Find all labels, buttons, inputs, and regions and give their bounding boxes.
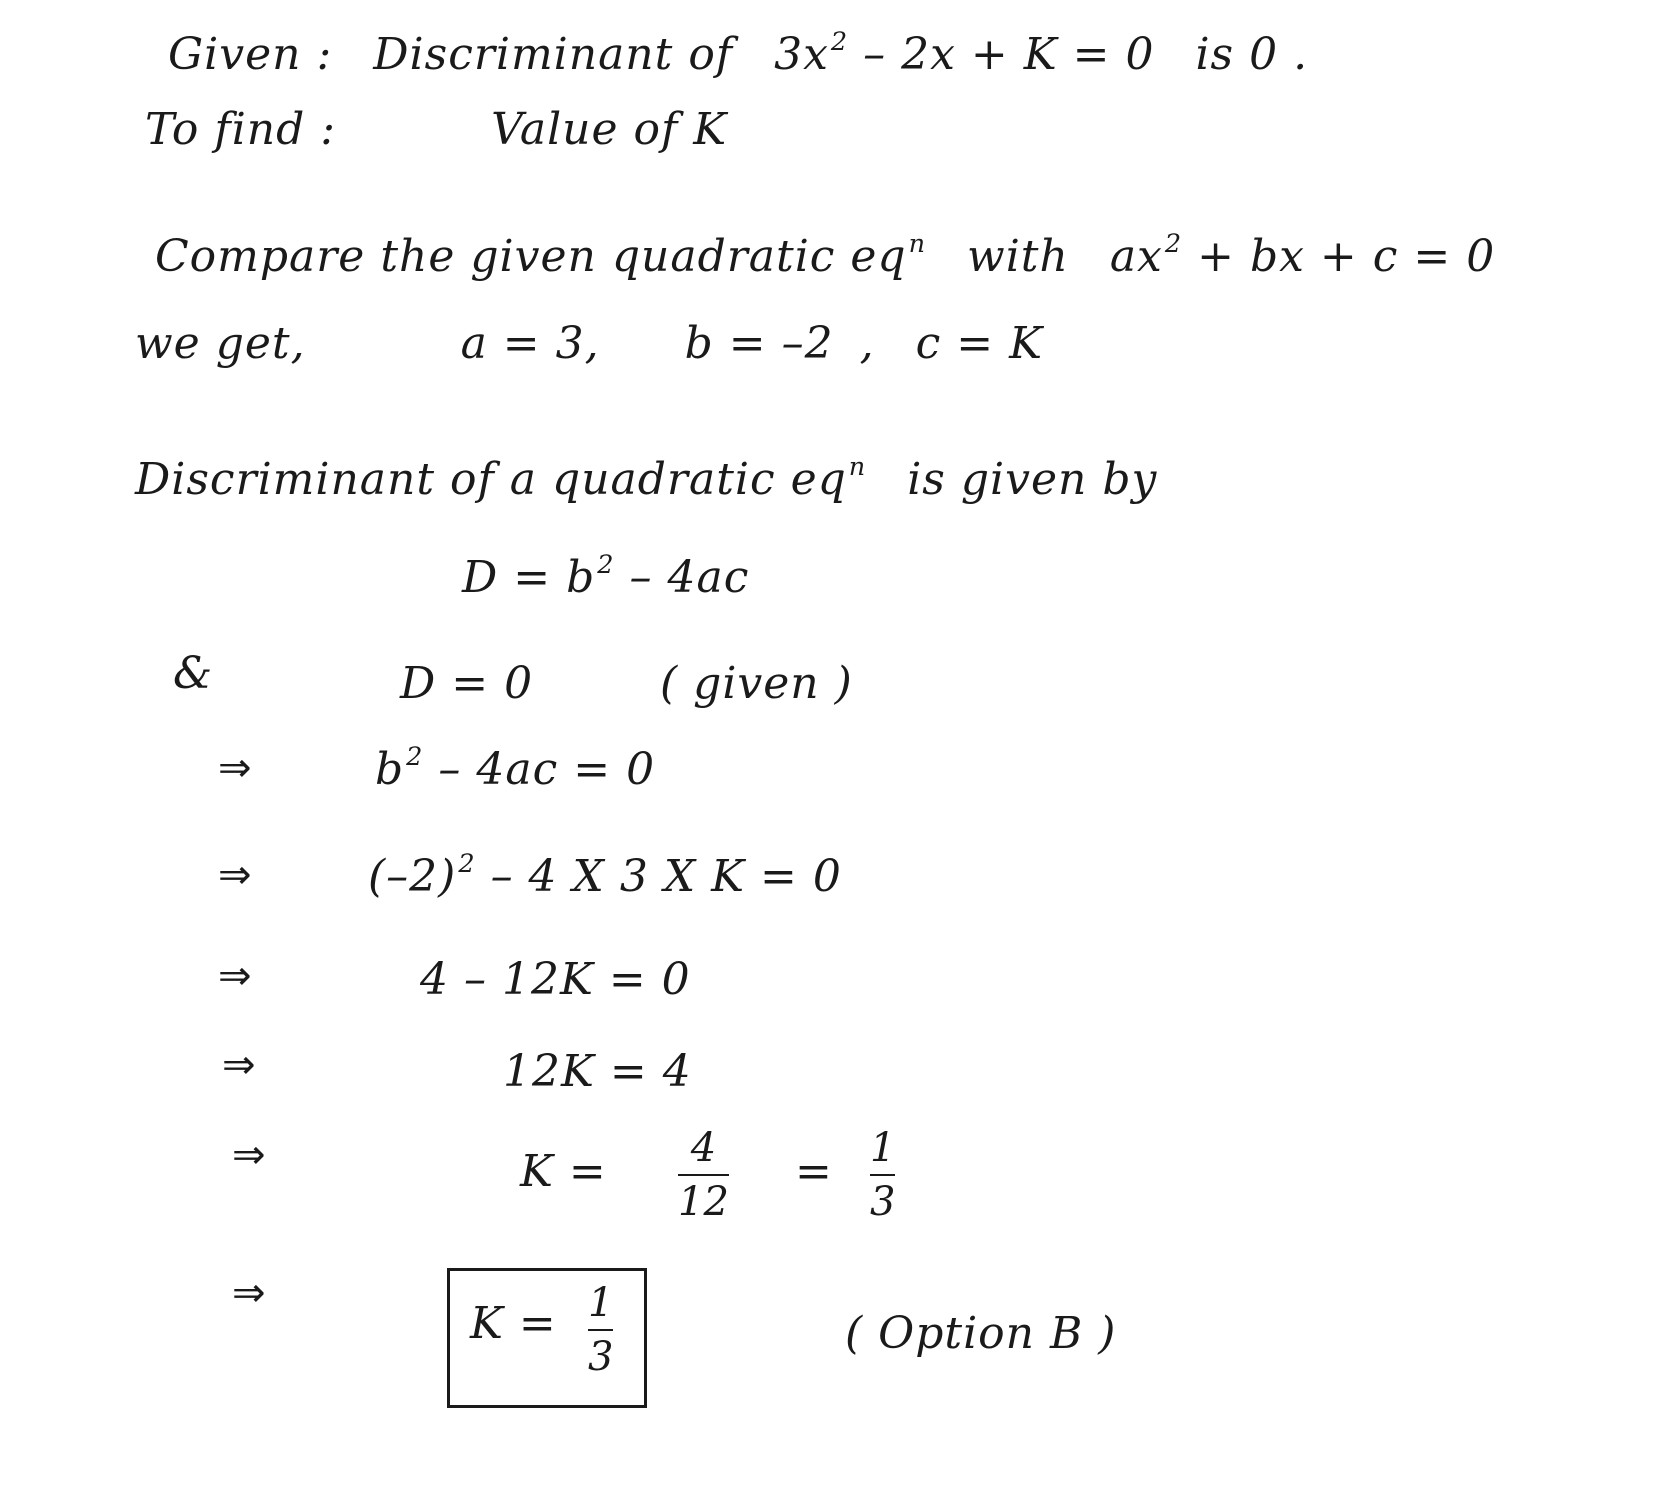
general-quadratic: $ax^2$ + bx + c = 0 (1109, 229, 1496, 283)
implies-arrow: ⇒ (222, 1042, 254, 1088)
compare-text: Compare the given quadratic $eq^n$ (155, 229, 927, 283)
k-lhs: K = (520, 1146, 607, 1197)
implies-arrow: ⇒ (218, 953, 250, 999)
step-3: 4 – 12K = 0 (420, 954, 691, 1005)
given-label: Given : (168, 29, 333, 81)
step-4: 12K = 4 (503, 1046, 692, 1097)
fraction-bar (588, 1329, 613, 1331)
fraction-4-over-12: 4 12 (678, 1125, 729, 1225)
fraction-bar (870, 1174, 895, 1176)
to-find-text: Value of K (491, 104, 728, 155)
discriminant-definition: Discriminant of a quadratic $eq^n$ is given by (135, 452, 1158, 506)
coefficient-a: a = 3, (460, 318, 600, 369)
option-label: ( Option B ) (845, 1308, 1117, 1359)
final-k-lhs: K = (470, 1298, 557, 1349)
coefficient-b: b = –2 (684, 318, 834, 369)
ampersand: & (173, 648, 214, 699)
to-find-line (145, 104, 728, 155)
given-text-suffix: is 0 . (1195, 29, 1309, 81)
discriminant-formula: $D = b^2 - 4ac$ (462, 550, 750, 604)
we-get-label: we get, (135, 318, 306, 369)
step-2: $(-2)^2 - 4$ X 3 X K = 0 (368, 849, 842, 903)
given-line (168, 27, 1309, 81)
step-1: $b^2 - 4ac = 0$ (375, 742, 656, 796)
implies-arrow: ⇒ (232, 1132, 264, 1178)
d-equals-zero: D = 0 (400, 658, 534, 709)
fraction-bar (678, 1174, 729, 1176)
compare-with: with (967, 231, 1069, 283)
given-note: ( given ) (660, 658, 853, 709)
coefficient-c: c = K (915, 318, 1043, 369)
given-text-prefix: Discriminant of (373, 29, 734, 81)
implies-arrow: ⇒ (232, 1270, 264, 1316)
final-fraction: 1 3 (588, 1280, 614, 1380)
we-get-line: we get, a = 3, b = –2 , c = K (135, 318, 1043, 369)
compare-line (155, 229, 1496, 283)
given-equation: $3x^2 - 2x + K = 0$ (774, 27, 1155, 81)
implies-arrow: ⇒ (218, 745, 250, 791)
k-equals: = (795, 1146, 833, 1197)
fraction-1-over-3: 1 3 (870, 1125, 896, 1225)
implies-arrow: ⇒ (218, 852, 250, 898)
to-find-label: To find : (145, 104, 337, 155)
